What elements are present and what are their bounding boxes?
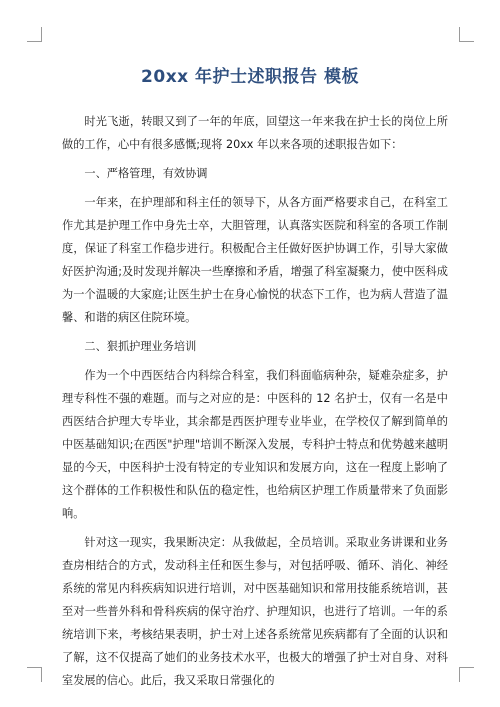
document-title: 20xx 年护士述职报告 模板 [141, 67, 359, 87]
crop-mark-top-right [459, 27, 474, 42]
paragraph-training-actions: 针对这一现实，我果断决定：从我做起，全员培训。采取业务讲课和业务查房相结合的方式，发动科主任和医生参与，对包括呼吸、循环、消化、神经系统的常见内科疾病知识进行培训，对中医基础知识和常用技能系统培训，甚至对一些普外科和骨科疾病的保守治疗、护理知识，也进行了培训。一年的系统培训下来，考核结果表明，护士对上述各系统常见疾病都有了全面的认识和了解，这不仅提高了她们的业务技术水平，也极大的增强了护士对自身、对科室发展的信心。此后，我又采取日常强化的 [62, 536, 448, 687]
crop-mark-bottom-right [459, 667, 474, 682]
paragraph-training-background: 作为一个中西医结合内科综合科室，我们科面临病种杂，疑难杂症多，护理专科性不强的难题。而与之对应的是：中医科的 12 名护士，仅有一名是中西医结合护理大专毕业，其余都是西医护理专业毕业，在学校仅了解到简单的中医基础知识;在西医"护理"培训不断深入发展，专科护士特点和优势越来越明显的今天，中医科护士没有特定的专业知识和发展方向，这在一程度上影响了这个群体的工作积极性和队伍的稳定性，也给病区护理工作质量带来了负面影响。 [62, 369, 448, 520]
paragraph-intro: 时光飞逝，转眼又到了一年的年底，回望这一年来我在护士长的岗位上所做的工作，心中有很多感慨;现将 20xx 年以来各项的述职报告如下： [62, 115, 448, 151]
crop-mark-bottom-left [27, 667, 42, 682]
crop-mark-top-left [27, 27, 42, 42]
section-heading-2: 二、狠抓护理业务培训 [84, 340, 197, 353]
paragraph-management: 一年来，在护理部和科主任的领导下，从各方面严格要求自己，在科室工作尤其是护理工作中身先士卒，大胆管理，认真落实医院和科室的各项工作制度，保证了科室工作稳步进行。积极配合主任做好医护协调工作，引导大家做好医护沟通;及时发现并解决一些摩擦和矛盾，增强了科室凝聚力，使中医科成为一个温暖的大家庭;让医生护士在身心愉悦的状态下工作，也为病人营造了温馨、和谐的病区住院环境。 [62, 196, 448, 324]
document-body [62, 110, 448, 698]
section-heading-1: 一、严格管理，有效协调 [84, 167, 208, 180]
